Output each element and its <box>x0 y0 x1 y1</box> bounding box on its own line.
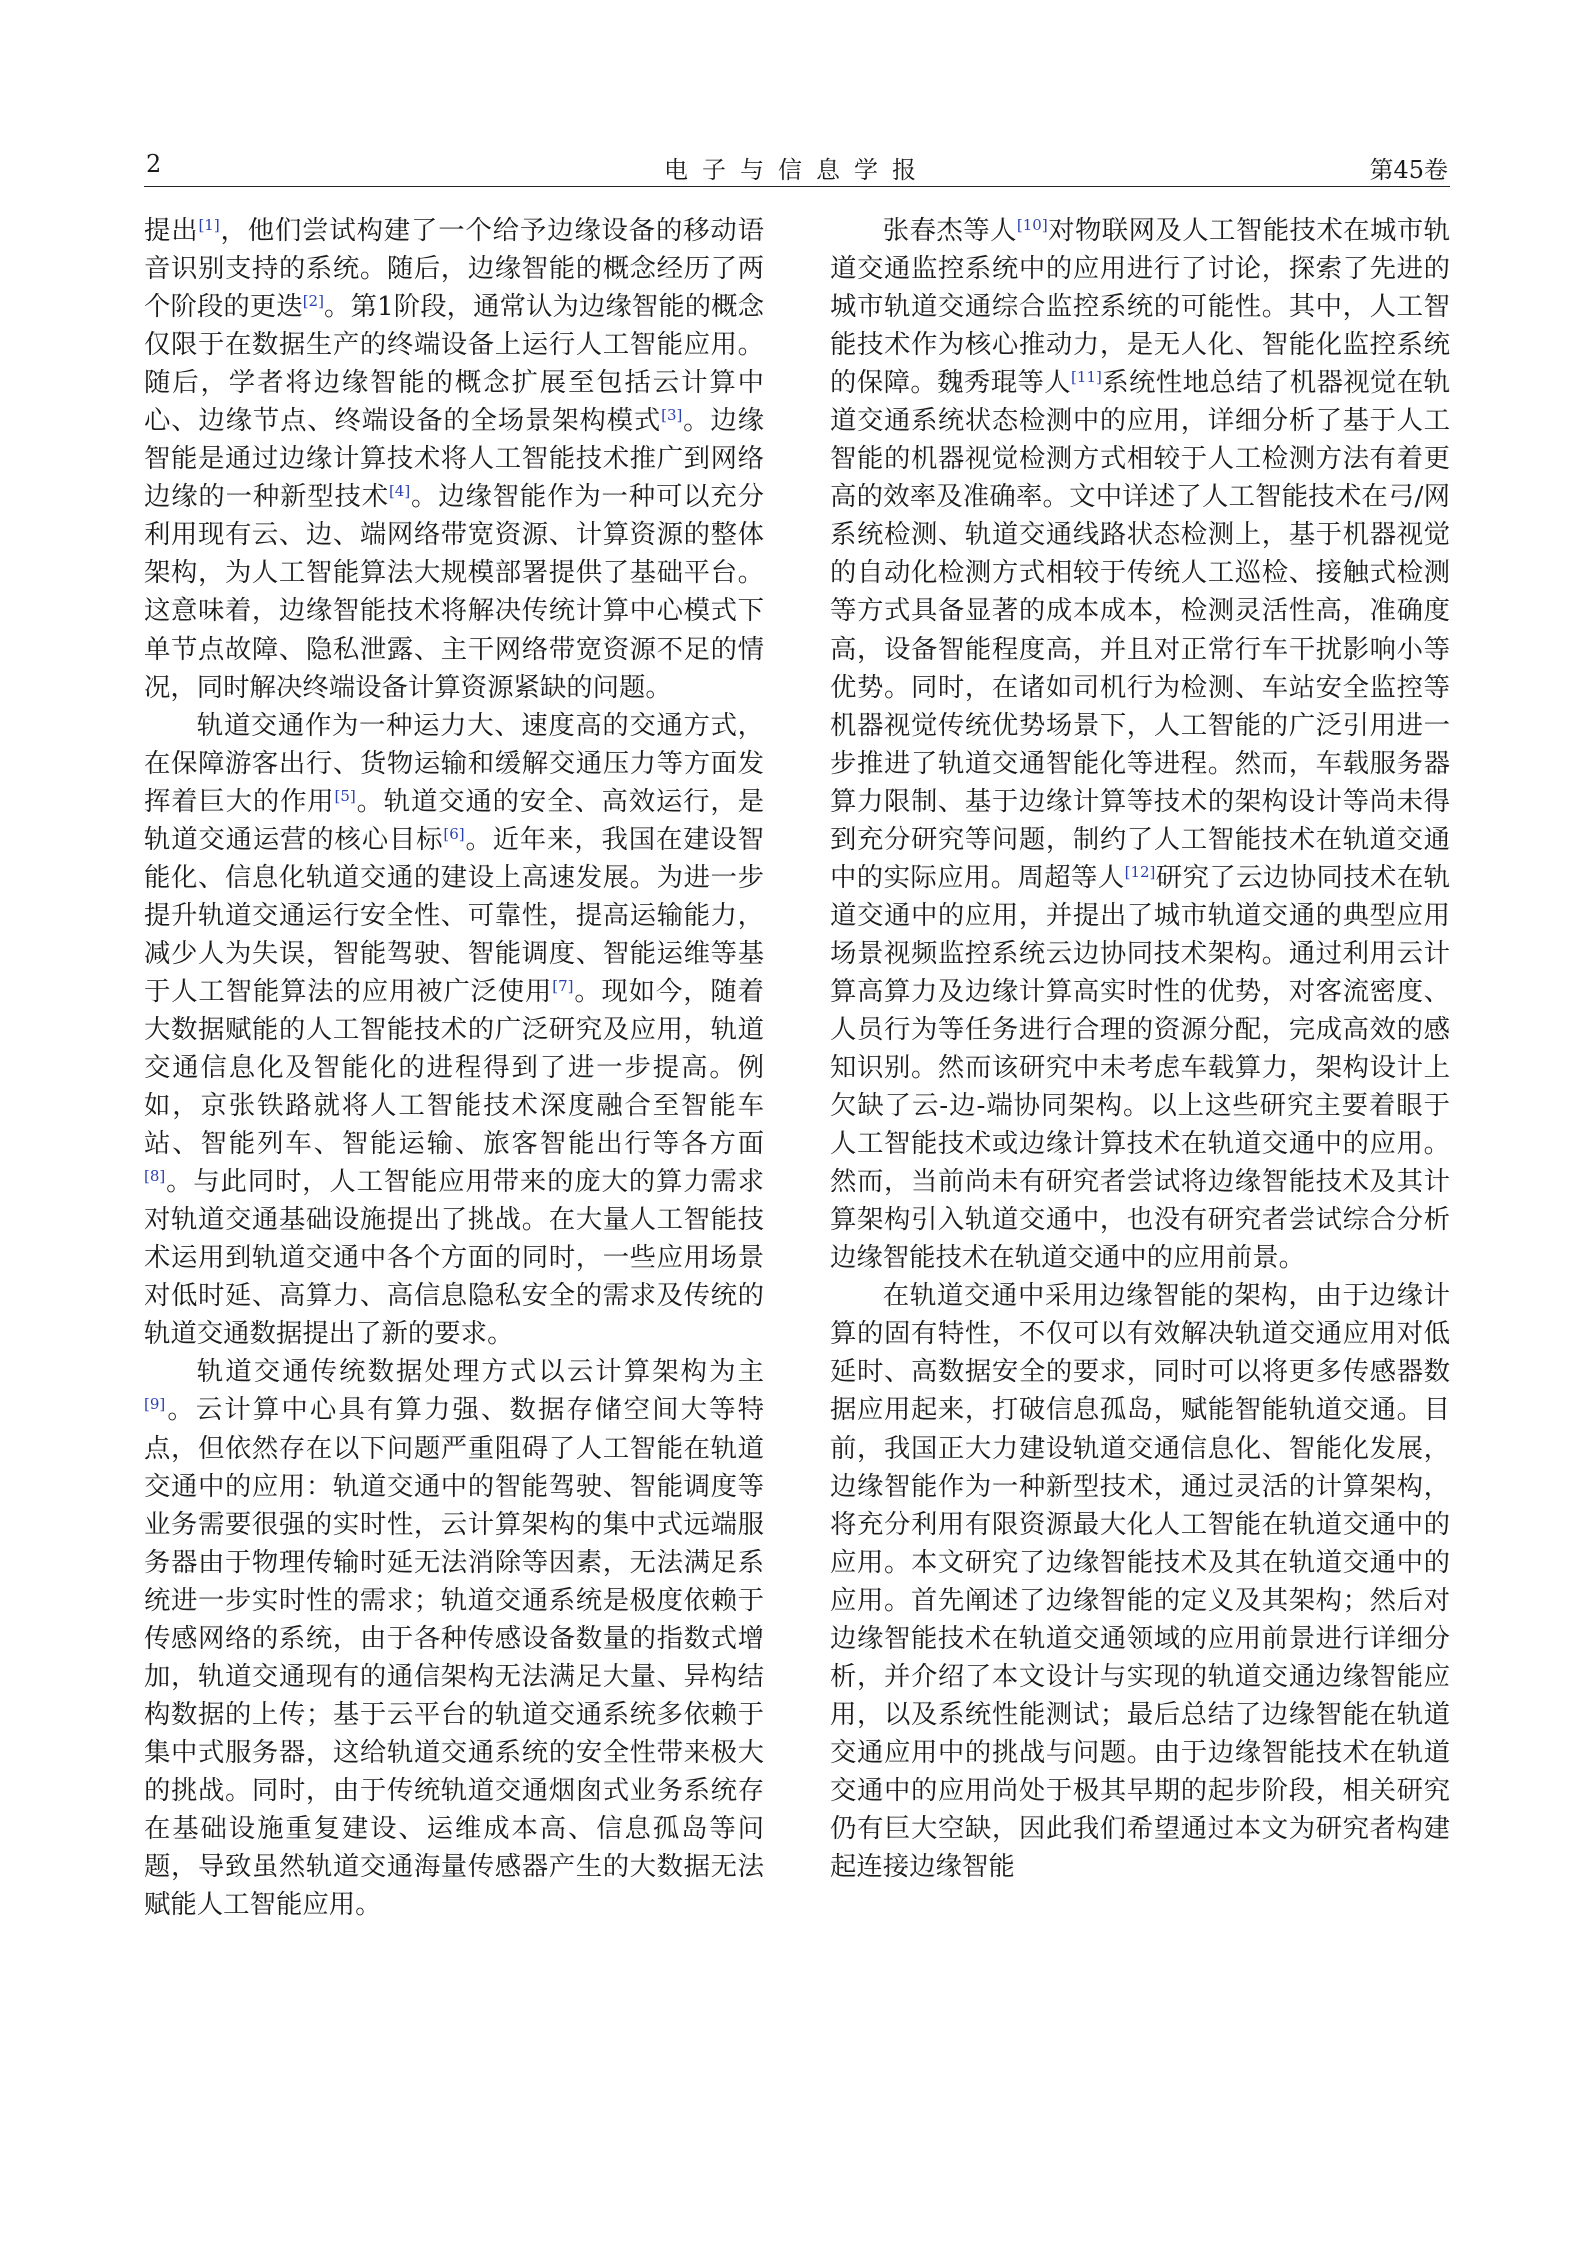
paragraph-text: 。轨道交通的安全、高效运行，是轨道交通运营的核心目标 <box>144 785 765 855</box>
paragraph-text: 。近年来，我国在建设智能化、信息化轨道交通的建设上高速发展。为进一步提升轨道交通运行安全性、可靠性，提高运输能力，减少人为失误，智能驾驶、智能调度、智能运维等基于人工智能算法的应用被广泛使用 <box>144 823 764 1007</box>
paragraph-text: 。边缘智能是通过边缘计算技术将人工智能技术推广到网络边缘的一种新型技术 <box>144 405 765 513</box>
citation-link[interactable]: [4] <box>388 482 411 501</box>
paragraph-text: 。与此同时，人工智能应用带来的庞大的算力需求对轨道交通基础设施提出了挑战。在大量人工智能技术运用到轨道交通中各个方面的同时，一些应用场景对低时延、高算力、高信息隐私安全的需求及传统的轨道交通数据提出了新的要求。 <box>144 1166 764 1350</box>
paragraph-text: 系统性地总结了机器视觉在轨道交通系统状态检测中的应用，详细分析了基于人工智能的机器视觉检测方式相较于人工检测方法有着更高的效率及准确率。文中详述了人工智能技术在弓/网系统检测、轨道交通线路状态检测上，基于机器视觉的自动化检测方式相较于传统人工巡检、接触式检测等方式具备显著的成本成本，检测灵活性高，准确度高，设备智能程度高，并且对正常行车干扰影响小等优势。同时，在诸如司机行为检测、车站安全监控等机器视觉传统优势场景下，人工智能的广泛引用进一步推进了轨道交通智能化等进程。然而，车载服务器算力限制、基于边缘计算等技术的架构设计等尚未得到充分研究等问题，制约了人工智能技术在轨道交通中的实际应用。周超等人 <box>830 367 1451 893</box>
left-column <box>144 212 764 1924</box>
paragraph-text: ，他们尝试构建了一个给予边缘设备的移动语音识别支持的系统。随后，边缘智能的概念经历了两个阶段的更迭 <box>144 215 765 323</box>
paragraph-text: 轨道交通作为一种运力大、速度高的交通方式，在保障游客出行、货物运输和缓解交通压力等方面发挥着巨大的作用 <box>144 709 764 817</box>
page-number: 2 <box>146 150 162 178</box>
paragraph <box>830 212 1450 1277</box>
paragraph-text: 对物联网及人工智能技术在城市轨道交通监控系统中的应用进行了讨论，探索了先进的城市轨道交通综合监控系统的可能性。其中，人工智能技术作为核心推动力，是无人化、智能化监控系统的保障。魏秀琨等人 <box>830 215 1451 399</box>
paragraph-text: 提出 <box>144 215 199 246</box>
citation-link[interactable]: [6] <box>443 824 465 843</box>
citation-link[interactable]: [2] <box>302 292 324 311</box>
paragraph-text: 轨道交通传统数据处理方式以云计算架构为主 <box>196 1356 764 1388</box>
volume-label: 第45卷 <box>1369 156 1448 184</box>
citation-link[interactable]: [9] <box>144 1395 166 1414</box>
citation-link[interactable]: [11] <box>1071 368 1102 387</box>
paragraph-text: 。第1阶段，通常认为边缘智能的概念仅限于在数据生产的终端设备上运行人工智能应用。随后，学者将边缘智能的概念扩展至包括云计算中心、边缘节点、终端设备的全场景架构模式 <box>144 291 764 437</box>
citation-link[interactable]: [1] <box>198 216 220 234</box>
paragraph <box>830 1277 1450 1886</box>
paragraph <box>144 1353 764 1924</box>
citation-link[interactable]: [12] <box>1124 862 1156 881</box>
paragraph-text: 。现如今，随着大数据赋能的人工智能技术的广泛研究及应用，轨道交通信息化及智能化的进程得到了进一步提高。例如，京张铁路就将人工智能技术深度融合至智能车站、智能列车、智能运输、旅客智能出行等各方面 <box>144 975 765 1160</box>
paragraph <box>144 707 764 1354</box>
paragraph-text: 。云计算中心具有算力强、数据存储空间大等特点，但依然存在以下问题严重阻碍了人工智能在轨道交通中的应用：轨道交通中的智能驾驶、智能调度等业务需要很强的实时性，云计算架构的集中式远端服务器由于物理传输时延无法消除等因素，无法满足系统进一步实时性的需求；轨道交通系统是极度依赖于传感网络的系统，由于各种传感设备数量的指数式增加，轨道交通现有的通信架构无法满足大量、异构结构数据的上传；基于云平台的轨道交通系统多依赖于集中式服务器，这给轨道交通系统的安全性带来极大的挑战。同时，由于传统轨道交通烟囱式业务系统存在基础设施重复建设、运维成本高、信息孤岛等问题，导致虽然轨道交通海量传感器产生的大数据无法赋能人工智能应用。 <box>144 1394 764 1921</box>
journal-title: 电子与信息学报 <box>664 156 930 184</box>
paragraph-text: 在轨道交通中采用边缘智能的架构，由于边缘计算的固有特性，不仅可以有效解决轨道交通应用对低延时、高数据安全的要求，同时可以将更多传感器数据应用起来，打破信息孤岛，赋能智能轨道交通。目前，我国正大力建设轨道交通信息化、智能化发展，边缘智能作为一种新型技术，通过灵活的计算架构，将充分利用有限资源最大化人工智能在轨道交通中的应用。本文研究了边缘智能技术及其在轨道交通中的应用。首先阐述了边缘智能的定义及其架构；然后对边缘智能技术在轨道交通领域的应用前景进行详细分析，并介绍了本文设计与实现的轨道交通边缘智能应用，以及系统性能测试；最后总结了边缘智能在轨道交通应用中的挑战与问题。由于边缘智能技术在轨道交通中的应用尚处于极其早期的起步阶段，相关研究仍有巨大空缺，因此我们希望通过本文为研究者构建起连接边缘智能 <box>830 1280 1450 1883</box>
citation-link[interactable]: [8] <box>144 1167 166 1186</box>
paragraph-text: 张春杰等人 <box>882 215 1017 246</box>
right-column <box>830 212 1450 1886</box>
citation-link[interactable]: [7] <box>552 976 574 995</box>
paragraph-text: 研究了云边协同技术在轨道交通中的应用，并提出了城市轨道交通的典型应用场景视频监控系统云边协同技术架构。通过利用云计算高算力及边缘计算高实时性的优势，对客流密度、人员行为等任务进行合理的资源分配，完成高效的感知识别。然而该研究中未考虑车载算力，架构设计上欠缺了云-边-端协同架构。以上这些研究主要着眼于人工智能技术或边缘计算技术在轨道交通中的应用。然而，当前尚未有研究者尝试将边缘智能技术及其计算架构引入轨道交通中，也没有研究者尝试综合分析边缘智能技术在轨道交通中的应用前景。 <box>830 861 1451 1274</box>
paragraph-text: 。边缘智能作为一种可以充分利用现有云、边、端网络带宽资源、计算资源的整体架构，为人工智能算法大规模部署提供了基础平台。这意味着，边缘智能技术将解决传统计算中心模式下单节点故障、隐私泄露、主干网络带宽资源不足的情况，同时解决终端设备计算资源紧缺的问题。 <box>144 481 765 703</box>
citation-link[interactable]: [3] <box>661 406 683 425</box>
running-header <box>144 146 1450 187</box>
citation-link[interactable]: [5] <box>334 786 356 805</box>
paragraph <box>144 212 764 707</box>
citation-link[interactable]: [10] <box>1016 216 1048 234</box>
